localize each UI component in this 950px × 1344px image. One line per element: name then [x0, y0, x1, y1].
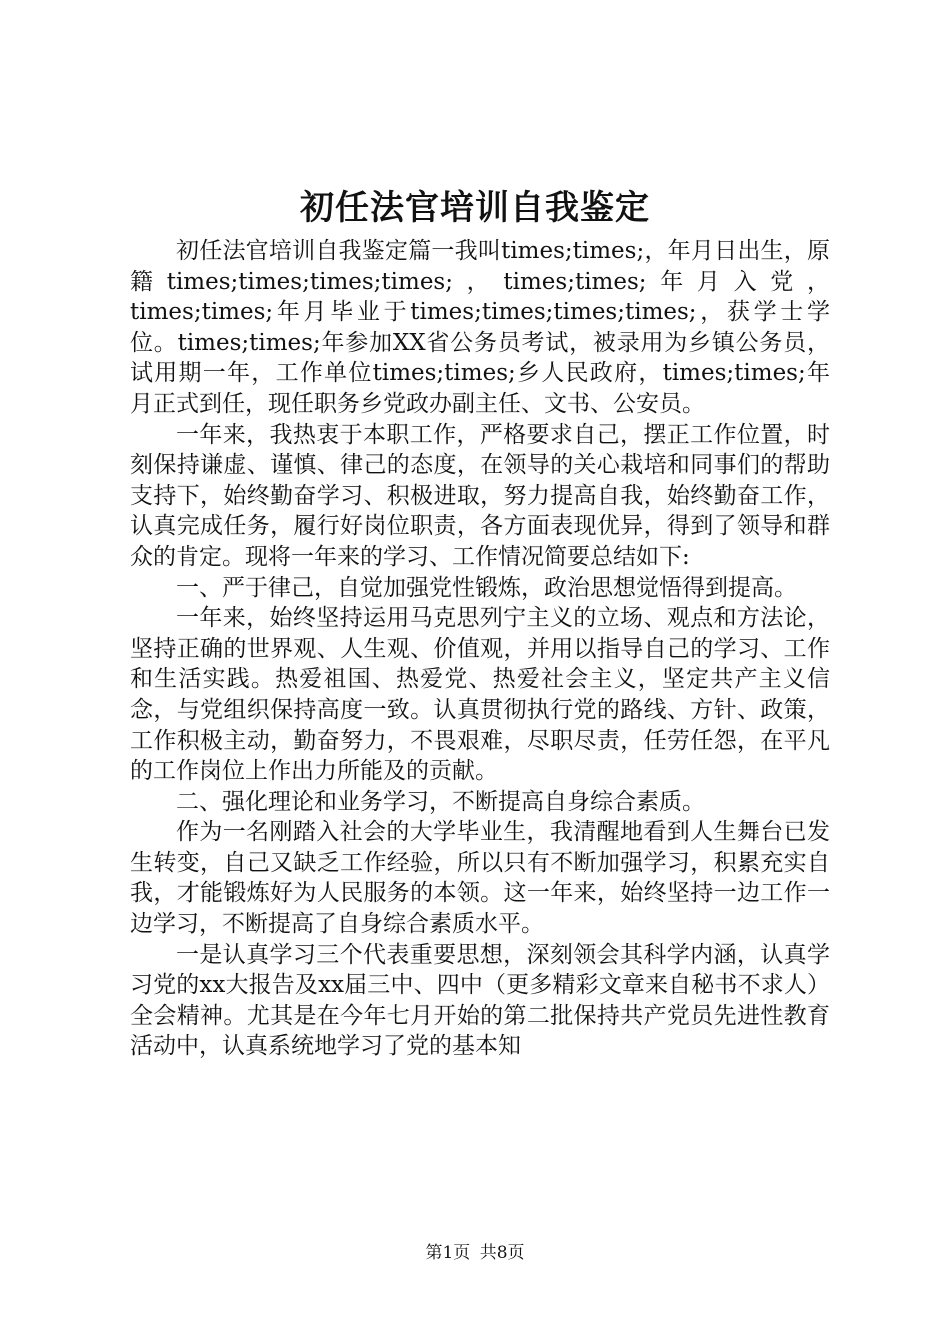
document-body — [130, 236, 830, 1062]
page-total: 共8页 — [479, 1243, 525, 1263]
paragraph: 一年来，始终坚持运用马克思列宁主义的立场、观点和方法论，坚持正确的世界观、人生观、价值观，并用以指导自己的学习、工作和生活实践。热爱祖国、热爱党、热爱社会主义，坚定共产主义信念，与党组织保持高度一致。认真贯彻执行党的路线、方针、政策，工作积极主动，勤奋努力，不畏艰难，尽职尽责，任劳任怨，在平凡的工作岗位上作出力所能及的贡献。 — [130, 605, 830, 785]
paragraph: 初任法官培训自我鉴定篇一我叫times;times;，年月日出生，原籍times;times;times;times;，times;times;年月入党，times;times;年月毕业于times;times;times;times;，获学士学位。times;times;年参加XX省公务员考试，被录用为乡镇公务员，试用期一年，工作单位times;times;乡人民政府，times;times;年月正式到任，现任职务乡党政办副主任、文书、公安员。 — [130, 238, 830, 417]
document-title: 初任法官培训自我鉴定 — [300, 188, 650, 228]
page-footer — [0, 1241, 950, 1265]
page-number: 第1页 — [425, 1243, 471, 1263]
paragraph: 一是认真学习三个代表重要思想，深刻领会其科学内涵，认真学习党的xx大报告及xx届三中、四中（更多精彩文章来自秘书不求人）全会精神。尤其是在今年七月开始的第二批保持共产党员先进性教育活动中，认真系统地学习了党的基本知 — [130, 941, 830, 1060]
section-heading: 一、严于律己，自觉加强党性锻炼，政治思想觉悟得到提高。 — [176, 574, 797, 601]
paragraph: 作为一名刚踏入社会的大学毕业生，我清醒地看到人生舞台已发生转变，自己又缺乏工作经验，所以只有不断加强学习，积累充实自我，才能锻炼好为人民服务的本领。这一年来，始终坚持一边工作一边学习，不断提高了自身综合素质水平。 — [130, 819, 830, 938]
paragraph: 一年来，我热衷于本职工作，严格要求自己，摆正工作位置，时刻保持谦虚、谨慎、律己的态度，在领导的关心栽培和同事们的帮助支持下，始终勤奋学习、积极进取，努力提高自我，始终勤奋工作，认真完成任务，履行好岗位职责，各方面表现优异，得到了领导和群众的肯定。现将一年来的学习、工作情况简要总结如下: — [130, 421, 830, 570]
section-heading: 二、强化理论和业务学习，不断提高自身综合素质。 — [176, 788, 705, 815]
